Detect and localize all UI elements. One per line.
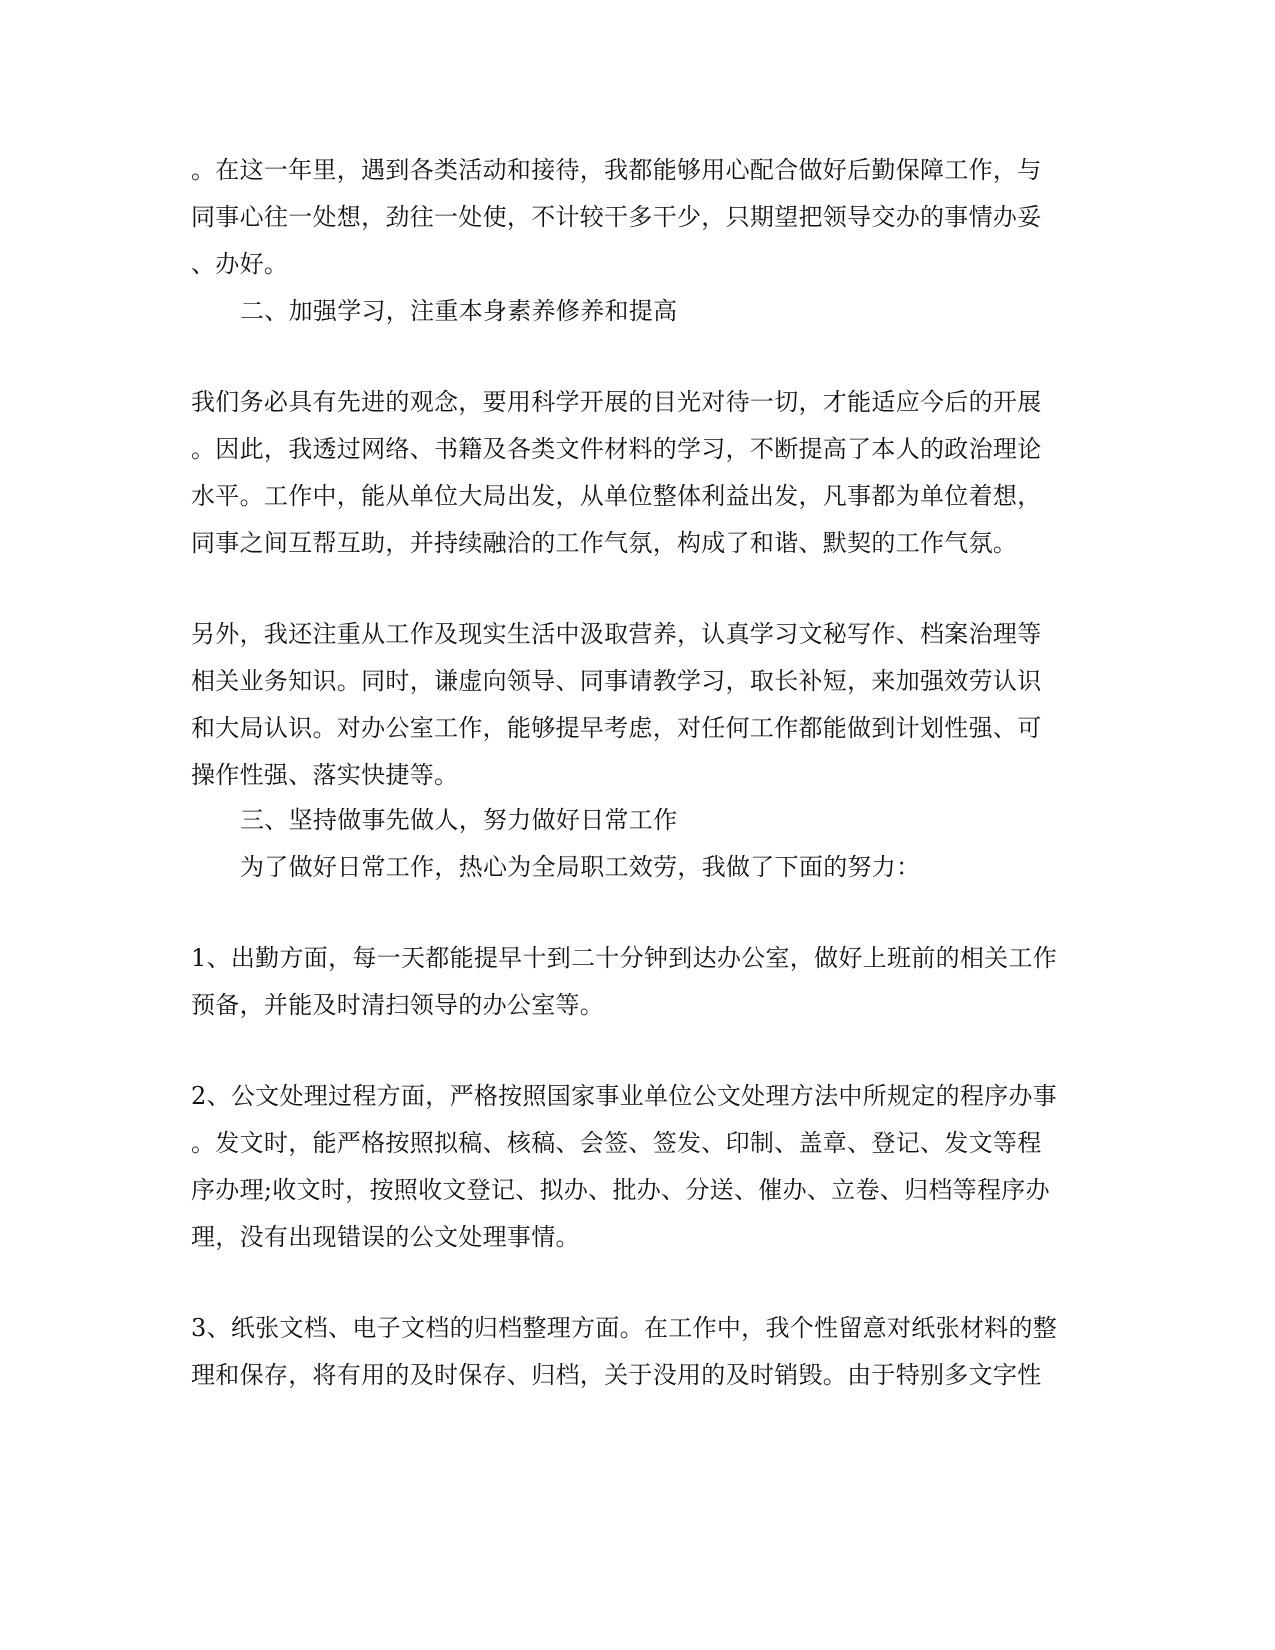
text-line: 理，没有出现错误的公文处理事情。 [191, 1223, 580, 1251]
list-item: 3、纸张文档、电子文档的归档整理方面。在工作中，我个性留意对纸张材料的整 [191, 1314, 1058, 1342]
section-heading: 三、坚持做事先做人，努力做好日常工作 [240, 806, 678, 834]
text-line: 我们务必具有先进的观念，要用科学开展的目光对待一切，才能适应今后的开展 [191, 388, 1042, 416]
text-line: 同事心往一处想，劲往一处使，不计较干多干少，只期望把领导交办的事情办妥 [191, 203, 1042, 231]
text-line: 和大局认识。对办公室工作，能够提早考虑，对任何工作都能做到计划性强、可 [191, 714, 1042, 742]
text-line: 水平。工作中，能从单位大局出发，从单位整体利益出发，凡事都为单位着想， [191, 482, 1042, 510]
section-heading: 二、加强学习，注重本身素养修养和提高 [240, 297, 678, 325]
text-line: 、办好。 [191, 250, 289, 278]
text-line: 。发文时，能严格按照拟稿、核稿、会签、签发、印制、盖章、登记、发文等程 [191, 1129, 1042, 1157]
text-line: 相关业务知识。同时，谦虚向领导、同事请教学习，取长补短，来加强效劳认识 [191, 667, 1042, 695]
text-line: 操作性强、落实快捷等。 [191, 761, 459, 789]
text-line: 另外，我还注重从工作及现实生活中汲取营养，认真学习文秘写作、档案治理等 [191, 620, 1042, 648]
list-item: 1、出勤方面，每一天都能提早十到二十分钟到达办公室，做好上班前的相关工作 [191, 944, 1058, 972]
text-line: 。因此，我透过网络、书籍及各类文件材料的学习，不断提高了本人的政治理论 [191, 435, 1042, 463]
list-item: 2、公文处理过程方面，严格按照国家事业单位公文处理方法中所规定的程序办事 [191, 1082, 1058, 1110]
text-line: 。在这一年里，遇到各类活动和接待，我都能够用心配合做好后勤保障工作，与 [191, 156, 1042, 184]
text-line: 同事之间互帮互助，并持续融洽的工作气氛，构成了和谐、默契的工作气氛。 [191, 529, 1018, 557]
text-line: 为了做好日常工作，热心为全局职工效劳，我做了下面的努力： [240, 853, 921, 881]
text-line: 序办理;收文时，按照收文登记、拟办、批办、分送、催办、立卷、归档等程序办 [191, 1176, 1050, 1204]
text-line: 预备，并能及时清扫领导的办公室等。 [191, 991, 605, 1019]
text-line: 理和保存，将有用的及时保存、归档，关于没用的及时销毁。由于特别多文字性 [191, 1361, 1042, 1389]
